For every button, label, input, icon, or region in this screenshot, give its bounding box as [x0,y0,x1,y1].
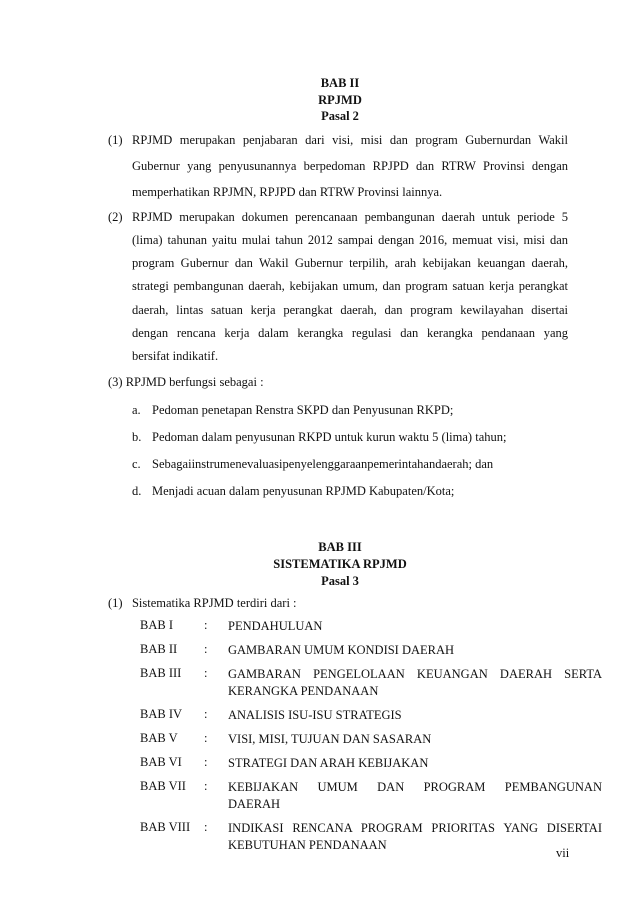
paragraph-line: program Gubernur dan Wakil Gubernur terpilih, arah kebijakan keuangan daerah, [132,256,568,270]
row-key: BAB III [140,666,182,680]
row-value-line: GAMBARAN PENGELOLAAN KEUANGAN DAERAH SERTA [228,667,602,681]
bab2-subtitle: RPJMD [318,93,362,107]
row-value-line: PENDAHULUAN [228,619,323,633]
paragraph-line: RPJMD merupakan penjabaran dari visi, misi dan program Gubernurdan Wakil [132,133,568,147]
page-number: vii [556,846,570,860]
row-key: BAB VI [140,755,182,769]
row-value-line: VISI, MISI, TUJUAN DAN SASARAN [228,732,432,746]
row-key: BAB II [140,642,178,656]
row-value [228,642,602,659]
row-key: BAB VII [140,779,186,793]
row-value-line: ANALISIS ISU-ISU STRATEGIS [228,708,402,722]
bab3-pasal: Pasal 3 [321,574,359,588]
row-colon: : [204,642,208,656]
bab3-intro: (1) Sistematika RPJMD terdiri dari : [108,596,297,610]
list-item [132,403,453,418]
paragraph-number: (2) [108,210,123,224]
row-colon: : [204,731,208,745]
row-value [228,666,602,700]
row-key: BAB VIII [140,820,191,834]
row-value [228,707,602,724]
paragraph-line: daerah, lintas satuan kerja perangkat daerah, dan program kewilayahan disertai [132,303,568,317]
list-item-text: Pedoman penetapan Renstra SKPD dan Penyusunan RKPD; [152,403,454,417]
paragraph-line: bersifat indikatif. [132,349,219,363]
list-item-text: Pedoman dalam penyusunan RKPD untuk kurun waktu 5 (lima) tahun; [152,430,507,444]
row-value-line: KERANGKA PENDANAAN [228,684,379,698]
row-value [228,755,602,772]
row-colon: : [204,707,208,721]
list-item-letter: c. [132,457,141,471]
bab2-paragraph-3-intro: (3) RPJMD berfungsi sebagai : [108,375,264,389]
list-item [132,484,454,499]
paragraph-line: RPJMD merupakan dokumen perencanaan pembangunan daerah untuk periode 5 [132,210,568,224]
row-colon: : [204,820,208,834]
row-value-line: INDIKASI RENCANA PROGRAM PRIORITAS YANG DISERTAI [228,821,602,835]
list-item-letter: a. [132,403,141,417]
paragraph-number: (1) [108,133,123,147]
bab3-title: BAB III [318,540,362,554]
paragraph-line: memperhatikan RPJMN, RPJPD dan RTRW Provinsi lainnya. [132,185,443,199]
list-item-letter: d. [132,484,142,498]
bab2-title: BAB II [320,76,360,90]
paragraph-line: strategi pembangunan daerah, kebijakan umum, dan program satuan kerja perangkat [132,279,568,293]
row-colon: : [204,779,208,793]
row-value-line: KEBUTUHAN PENDANAAN [228,838,387,852]
list-item [132,457,493,472]
list-item-letter: b. [132,430,142,444]
row-key: BAB I [140,618,173,632]
row-value [228,731,602,748]
row-value-line: STRATEGI DAN ARAH KEBIJAKAN [228,756,429,770]
row-key: BAB V [140,731,178,745]
paragraph-line: dengan rencana kerja dalam kerangka regulasi dan kerangka pendanaan yang [132,326,568,340]
row-colon: : [204,618,208,632]
row-value-line: KEBIJAKAN UMUM DAN PROGRAM PEMBANGUNAN [228,780,602,794]
list-item [132,430,506,445]
list-item-text: Sebagaiinstrumenevaluasipenyelenggaraanpemerintahandaerah; dan [152,457,494,471]
paragraph-line: Gubernur yang penyusunannya berpedoman RPJPD dan RTRW Provinsi dengan [132,159,568,173]
row-value-line: DAERAH [228,797,281,811]
row-colon: : [204,755,208,769]
bab3-subtitle: SISTEMATIKA RPJMD [273,557,407,571]
paragraph-line: (lima) tahunan yaitu mulai tahun 2012 sampai dengan 2016, memuat visi, misi dan [132,233,568,247]
list-item-text: Menjadi acuan dalam penyusunan RPJMD Kabupaten/Kota; [152,484,455,498]
row-key: BAB IV [140,707,183,721]
row-value [228,779,602,813]
row-colon: : [204,666,208,680]
row-value [228,618,602,635]
row-value [228,820,602,854]
row-value-line: GAMBARAN UMUM KONDISI DAERAH [228,643,455,657]
bab2-pasal: Pasal 2 [321,109,359,123]
